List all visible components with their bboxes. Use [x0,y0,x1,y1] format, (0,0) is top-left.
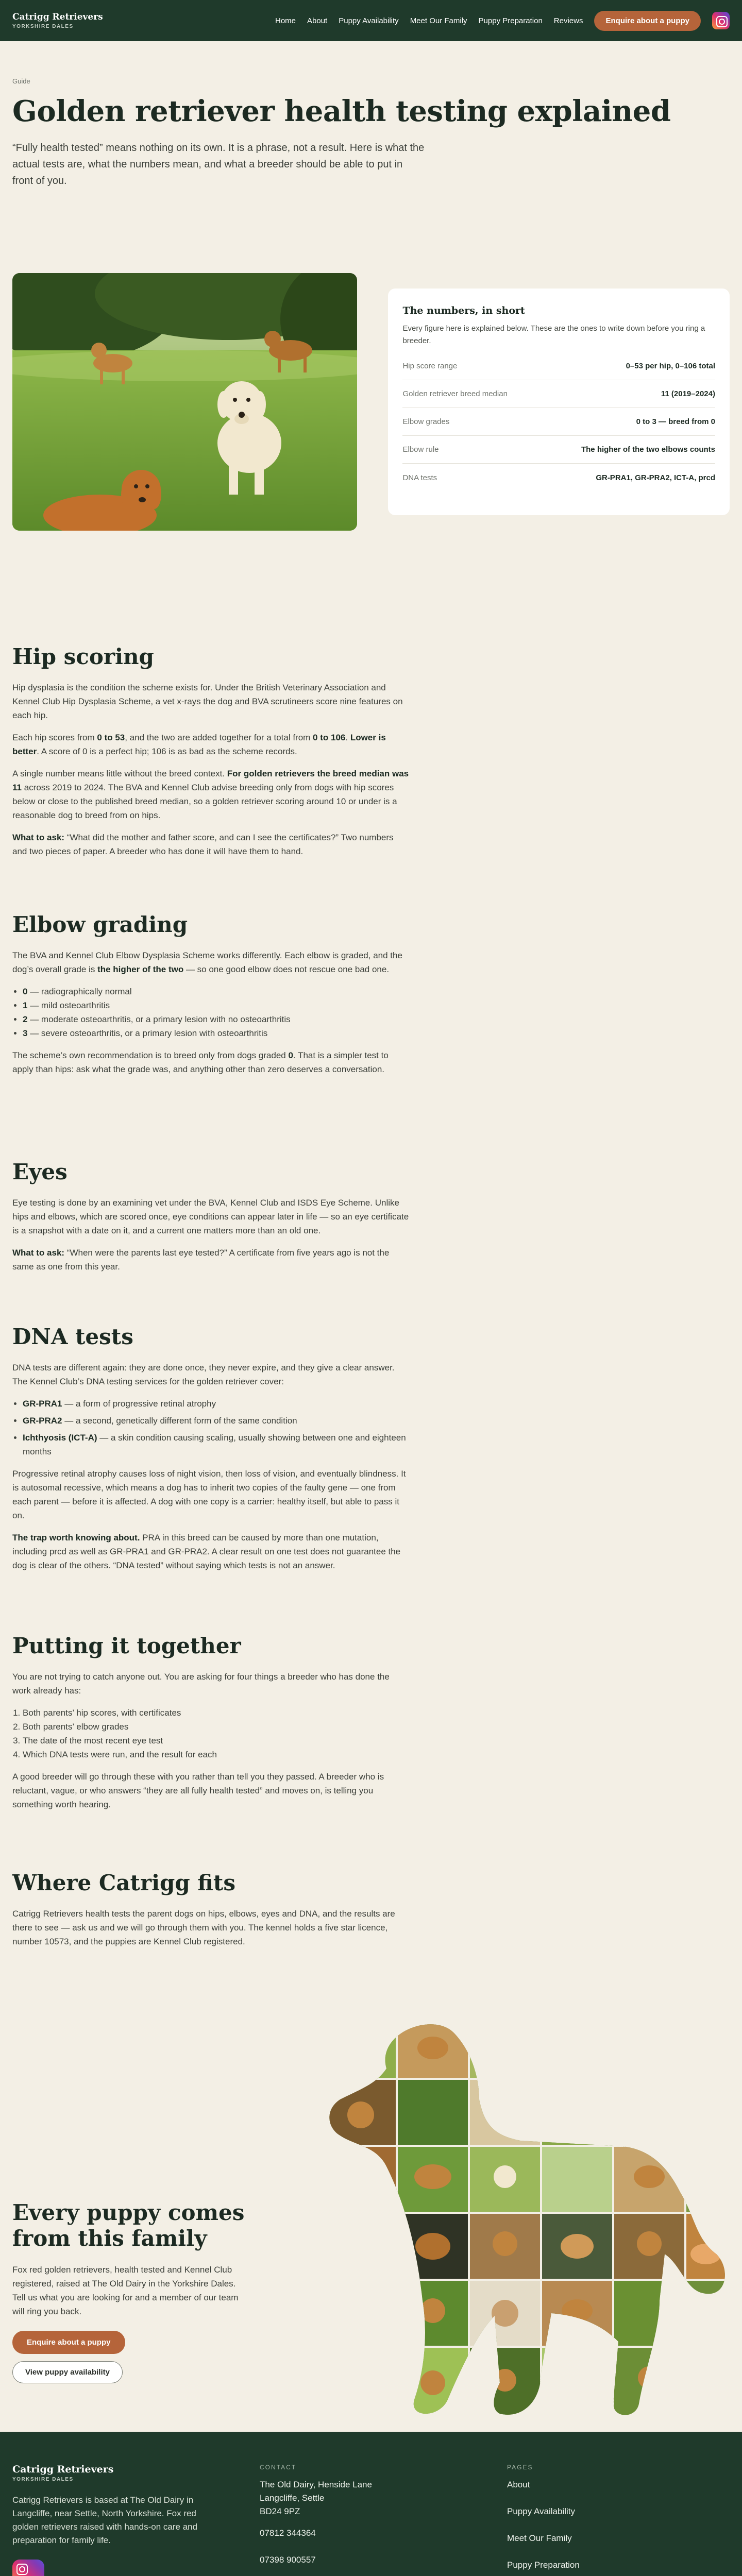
emphasis: What to ask: [12,1248,65,1258]
site-footer [0,2432,742,2576]
brand[interactable] [12,12,103,29]
elbow-grading-section [12,912,410,1159]
list-item [23,1431,410,1459]
puppy-cta-paragraph: Fox red golden retrievers, health tested and Kennel Club registered, raised at The Old Dairy in the Yorkshire Dales. Tell us what you are looking for and a member of our team will ring you back. [12,2265,239,2316]
enquire-about-puppy-button[interactable]: Enquire about a puppy [12,2331,125,2354]
test-name: GR-PRA1 [23,1399,62,1409]
hero-section [0,273,742,644]
list-item [23,1414,410,1428]
text: The BVA and Kennel Club Elbow Dysplasia Scheme works differently. Each elbow is graded, and the dog’s overall grade is [12,951,402,974]
footer-link-about[interactable]: About [507,2480,530,2489]
test-text: — a skin condition causing scaling, usually showing between one and eighteen months [23,1433,406,1456]
address-line: Langcliffe, Settle [260,2493,325,2503]
text: PRA in this breed can be caused by more than one mutation, including prcd as well as GR-PRA1 and GR-PRA2. A clear result on one test does not guarantee the dog is clear of the others. “DNA tested” without saying which tests is not an answer. [12,1533,401,1570]
fact-label: Hip score range [402,362,458,370]
text: . That is a simpler test to apply than hips: ask what the grade was, and anything other than zero deserves a conversation. [12,1050,389,1074]
fact-row [402,380,715,408]
grade-number: 1 [23,1001,28,1010]
grade-number: 3 [23,1028,28,1038]
nav-about[interactable]: About [307,16,328,25]
nav-puppy-preparation[interactable]: Puppy Preparation [478,16,543,25]
numbers-summary-card [388,289,730,515]
footer-brand-tagline: YORKSHIRE DALES [12,2477,74,2482]
phone-link[interactable]: 07812 344364 [260,2528,316,2538]
footer-link-meet-our-family[interactable]: Meet Our Family [507,2533,572,2543]
fact-label: Elbow rule [402,445,439,454]
paragraph [12,1048,410,1076]
paragraph: Eye testing is done by an examining vet under the BVA, Kennel Club and ISDS Eye Scheme. Unlike hips and elbows, which are scored once, eye conditions can appear later in life — so an eye certificate is a snapshot with a date on it, and a current one matters more than an old one. [12,1198,409,1235]
emphasis: Lower is better [12,733,386,756]
dna-test-list [12,1397,410,1459]
text: . [345,733,350,742]
dna-tests-section [12,1324,410,1633]
list-item: 2. Both parents’ elbow grades [23,1720,410,1734]
list-item: 4. Which DNA tests were run, and the result for each [23,1748,410,1761]
paragraph: Hip dysplasia is the condition the scheme exists for. Under the British Veterinary Association and Kennel Club Hip Dysplasia Scheme, a vet x-rays the dog and BVA scrutineers score nine features on each hip. [12,683,403,720]
putting-it-together-section [12,1633,410,1870]
nav-home[interactable]: Home [275,16,296,25]
fact-row [402,408,715,436]
text: The scheme’s own recommendation is to breed only from dogs graded [12,1050,289,1060]
section-heading: Putting it together [12,1633,241,1658]
intro-section [0,41,742,273]
address-line: The Old Dairy, Henside Lane [260,2480,372,2489]
puppy-cta-section [0,2004,742,2432]
paragraph [12,948,410,976]
text: “When were the parents last eye tested?” A certificate from five years ago is not the same as one from this year. [12,1248,390,1272]
nav-puppy-availability[interactable]: Puppy Availability [339,16,399,25]
puppy-cta-heading: Every puppy comes from this family [12,2200,245,2251]
emphasis: the higher of the two [97,964,184,974]
dog-silhouette-photo-collage [325,2012,732,2427]
fact-label: DNA tests [402,473,437,482]
paragraph [12,1246,410,1274]
fact-row [402,464,715,492]
text: A single number means little without the breed context. [12,769,227,778]
fact-value: 0 to 3 — breed from 0 [636,417,715,426]
footer-pages-column [507,2464,693,2576]
paragraph [12,731,410,758]
checklist [12,1706,410,1761]
breadcrumb[interactable]: Guide [12,77,30,85]
intro-lede: “Fully health tested” means nothing on its own. It is a phrase, not a result. Here is what the actual tests are, what the numbers mean, and what a breeder should be able to put in front of you. [12,142,425,187]
footer-link-puppy-preparation[interactable]: Puppy Preparation [507,2560,580,2570]
emphasis: 0 to 53 [97,733,125,742]
test-name: GR-PRA2 [23,1416,62,1426]
text: , and the two are added together for a total from [125,733,313,742]
emphasis: The trap worth knowing about. [12,1533,140,1543]
where-catrigg-fits-section [12,1870,410,2004]
text: . A score of 0 is a perfect hip; 106 is as bad as the scheme records. [37,747,297,756]
section-heading: Eyes [12,1159,68,1184]
section-heading: Where Catrigg fits [12,1870,235,1895]
fact-value: The higher of the two elbows counts [581,445,715,454]
summary-title: The numbers, in short [402,305,525,316]
footer-brand-column [12,2464,198,2576]
footer-link-puppy-availability[interactable]: Puppy Availability [507,2506,575,2516]
page-title: Golden retriever health testing explained [12,94,671,128]
address-line: BD24 9PZ [260,2506,300,2516]
paragraph [12,1531,410,1572]
phone-link[interactable]: 07398 900557 [260,2555,316,2565]
footer-contact-column [260,2464,445,2576]
site-header [0,0,742,41]
list-item [23,1026,410,1040]
fact-row [402,436,715,464]
fact-value: 0–53 per hip, 0–106 total [626,362,715,370]
section-heading: Elbow grading [12,912,188,937]
list-item [23,998,410,1012]
brand-name: Catrigg Retrievers [12,12,103,22]
fact-value: GR-PRA1, GR-PRA2, ICT-A, prcd [596,473,715,482]
test-text: — a form of progressive retinal atrophy [62,1399,216,1409]
footer-brand-name: Catrigg Retrievers [12,2464,114,2475]
main-nav [275,11,730,31]
grade-text: — mild osteoarthritis [27,1001,110,1010]
grade-text: — moderate osteoarthritis, or a primary lesion with no osteoarthritis [27,1014,291,1024]
text: “What did the mother and father score, and can I see the certificates?” Two numbers and two pieces of paper. A breeder who has done it will have them to hand. [12,833,394,856]
text: across 2019 to 2024. The BVA and Kennel Club advise breeding only from dogs with hip scores below or close to the published breed median, so a golden retriever scoring around 10 or under is a reasonable dog to breed from on hips. [12,783,397,820]
test-name: Ichthyosis (ICT-A) [23,1433,97,1443]
paragraph: Progressive retinal atrophy causes loss of night vision, then loss of vision, and eventually blindness. It is autosomal recessive, which means a dog has to inherit two copies of the faulty gene — one from each parent — before it is affected. A dog with one copy is a carrier: healthy itself, but able to pass it on. [12,1469,406,1520]
dogs-in-field-photo [12,273,357,531]
list-item [23,1012,410,1026]
eyes-section [12,1159,410,1324]
brand-tagline: YORKSHIRE DALES [12,24,74,29]
instagram-icon[interactable] [712,12,730,29]
paragraph: Catrigg Retrievers health tests the parent dogs on hips, elbows, eyes and DNA, and the results are there to see — ask us and we will go through them with you. The kennel holds a five star licence, number 10573, and the puppies are Kennel Club registered. [12,1909,395,1946]
list-item [23,1397,410,1411]
list-item [23,985,410,998]
grade-text: — severe osteoarthritis, or a primary lesion with osteoarthritis [27,1028,268,1038]
instagram-icon[interactable] [12,2560,44,2576]
enquire-button[interactable]: Enquire about a puppy [594,11,701,31]
emphasis: 0 [288,1050,293,1060]
grade-text: — radiographically normal [27,987,132,996]
nav-meet-our-family[interactable]: Meet Our Family [410,16,467,25]
fact-value: 11 (2019–2024) [661,389,715,398]
section-heading: DNA tests [12,1324,133,1349]
nav-reviews[interactable]: Reviews [553,16,583,25]
fact-row [402,352,715,380]
view-puppy-availability-button[interactable]: View puppy availability [12,2361,123,2383]
list-item: 1. Both parents’ hip scores, with certificates [23,1706,410,1720]
pages-heading: PAGES [507,2464,533,2471]
emphasis: 0 to 106 [313,733,346,742]
paragraph: DNA tests are different again: they are done once, they never expire, and they give a clear answer. The Kennel Club’s DNA testing services for the golden retriever cover: [12,1363,395,1386]
grade-number: 0 [23,987,28,996]
contact-heading: CONTACT [260,2464,297,2471]
puppy-cta-text [12,2200,249,2383]
elbow-grade-list [12,985,410,1040]
test-text: — a second, genetically different form of the same condition [62,1416,297,1426]
paragraph: A good breeder will go through these with you rather than tell you they passed. A breeder who is reluctant, vague, or who answers “they are all fully health tested” and moves on, is telling you something worth hearing. [12,1772,384,1809]
section-heading: Hip scoring [12,644,154,669]
paragraph: You are not trying to catch anyone out. You are asking for four things a breeder who has done the work already has: [12,1672,390,1696]
hip-scoring-section [12,644,410,912]
footer-about: Catrigg Retrievers is based at The Old Dairy in Langcliffe, near Settle, North Yorkshire. Fox red golden retrievers raised with hands-on care and preparation for family life. [12,2495,198,2545]
article [0,644,423,2004]
text: — so one good elbow does not rescue one bad one. [183,964,390,974]
fact-label: Elbow grades [402,417,450,426]
emphasis: For golden retrievers the breed median was 11 [12,769,409,792]
summary-intro: Every figure here is explained below. These are the ones to write down before you ring a breeder. [402,324,705,345]
grade-number: 2 [23,1014,28,1024]
emphasis: What to ask: [12,833,65,842]
paragraph [12,831,410,858]
list-item: 3. The date of the most recent eye test [23,1734,410,1748]
text: Each hip scores from [12,733,97,742]
paragraph [12,767,410,822]
fact-label: Golden retriever breed median [402,389,508,398]
